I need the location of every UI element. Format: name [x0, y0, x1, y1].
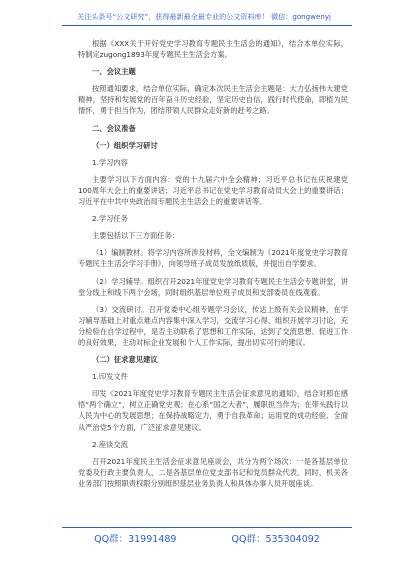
item-heading-study-content: 1.学习内容 — [92, 157, 128, 167]
item-heading-issue-documents: 1.印发文件 — [92, 372, 128, 382]
subsection-heading-opinions: （二）征求意见建议 — [92, 355, 158, 365]
study-content-paragraph: 主要学习以下方面内容：党的十九届六中全会精神；习近平总书记在庆祝建党100周年大会上的重要讲话；习近平总书记在党史学习教育动员大会上的重要讲话；习近平在中共中央政治局专题民主生活会上的重要讲话等。 — [78, 174, 348, 207]
header-banner: 关注头条号“公文研究”，获得最新最全最专业的公文资料库！ 微信：gongwenyj — [77, 12, 331, 21]
symposium-paragraph: 召开2021年度民主生活会征求意见座谈会，共分为两个场次：一是各基层单位党委及行政主要负责人，二是各基层单位党支部书记和党员群众代表。同时，机关各业务部门按照职责权限分别组织基层业务负责人和具体办事人员开展座谈。 — [78, 456, 348, 488]
footer-qq-group-1: QQ群：31991489 — [94, 534, 177, 545]
footer-divider — [62, 527, 352, 528]
subsection-heading-study: （一）组织学习研讨 — [92, 140, 158, 150]
item-heading-study-tasks: 2.学习任务 — [92, 214, 128, 224]
footer-qq-group-2: QQ群：535304092 — [231, 534, 320, 545]
task-exchange-discussion: （3）交流研讨。召开党委中心组专题学习会议，传达上级有关会议精神，在学习辅导基础上对重点难点内容集中深入学习，交流学习心得。组织开展学习讨论，充分检验在自学过程中，是否主动联系了思想和工作实际，达到了交流思想、促进工作的良好效果，主动对标企业发展和个人工作实际，提出切实可行的建议。 — [78, 304, 348, 347]
study-tasks-intro: 主要包括以下三方面任务： — [92, 231, 180, 241]
section-heading-theme: 一、会议主题 — [92, 67, 136, 77]
header-divider — [62, 25, 352, 26]
item-heading-symposium: 2.座谈交流 — [92, 439, 128, 449]
document-body — [78, 38, 348, 495]
task-compile-materials: （1）编制教材。将学习内容所涉及材料，全文编制为《2021年度党史学习教育专题民主生活会学习手册》，向领导班子成员发放纸质版，并提出自学要求。 — [78, 248, 348, 269]
section-heading-preparation: 二、会议准备 — [92, 123, 136, 133]
task-study-guidance: （2）学习辅导。组织召开2021年度党史学习教育专题民主生活会专题讲堂，讲堂分线上和线下两个会场，同时组织基层单位班子成员和支部委员在线观看。 — [78, 276, 348, 297]
intro-paragraph: 根据《XXX关于开好党史学习教育专题民主生活会的通知》，结合本单位实际，特制定zugong1893年度专题民主生活会方案。 — [78, 39, 348, 60]
issue-documents-paragraph: 印发《2021年度党史学习教育专题民主生活会征求意见的通知》，结合对照在感悟“两个确立”，树立正确党史观；在心系“国之大者”，履职担当作为；在带头践行以人民为中心的发展思想；在保持战略定力，勇于自我革命；运用党的成功经验、全面从严治党5个方面，广泛征求意见建议。 — [78, 389, 348, 432]
footer-contacts — [62, 531, 352, 545]
theme-paragraph: 按照通知要求，结合单位实际，确定本次民主生活会主题是：大力弘扬伟大建党精神，坚持和发展党的百年奋斗历史经验，坚定历史自信，践行时代使命，即植为民情怀，勇于担当作为，团结带领人民群众走好新的赶考之路。 — [78, 84, 348, 116]
